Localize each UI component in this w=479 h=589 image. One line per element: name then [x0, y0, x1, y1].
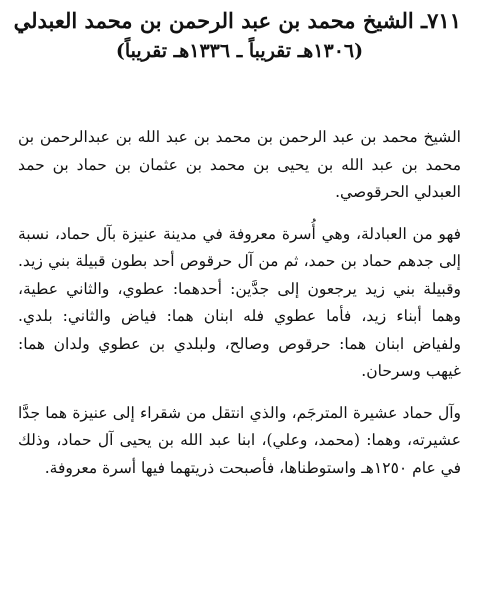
lifespan-dates: (١٣٠٦هـ تقريباً ـ ١٣٣٦هـ تقريباً) [115, 40, 364, 62]
biography-title: ٧١١ـ الشيخ محمد بن عبد الرحمن بن محمد العبدلي [13, 8, 461, 33]
paragraph-family-origin: فهو من العبادلة، وهي أُسرة معروفة في مدينة عنيزة بآل حماد، نسبة إلى جدهم حماد بن حمد، ثم من آل حرقوص أحد بطون قبيلة بني زيد. وقبيلة بني زيد يرجعون إلى جدَّين: أحدهما: عطوي، والثاني عطية، وهما أبناء زيد، فأما عطوي فله ابنان هما: فياض والثاني: بلدي. ولفياض ابنان هما: حرقوص وصالح، ولبلدي بن عطوي ولدان هما: غيهب وسرحان. [18, 224, 461, 380]
paragraph-settlement: وآل حماد عشيرة المترجَم، والذي انتقل من شقراء إلى عنيزة هما جدَّا عشيرته، وهما: (محمد، وعلي)، ابنا عبد الله بن يحيى آل حماد، وذلك في عام ١٢٥٠هـ واستوطناها، فأصبحت ذريتهما فيها أسرة معروفة. [18, 403, 461, 477]
paragraph-lineage: الشيخ محمد بن عبد الرحمن بن محمد بن عبد الله بن عبدالرحمن بن محمد بن عبد الله بن يحيى بن محمد بن عثمان بن حماد بن حمد العبدلي الحرقوصي. [18, 128, 461, 201]
